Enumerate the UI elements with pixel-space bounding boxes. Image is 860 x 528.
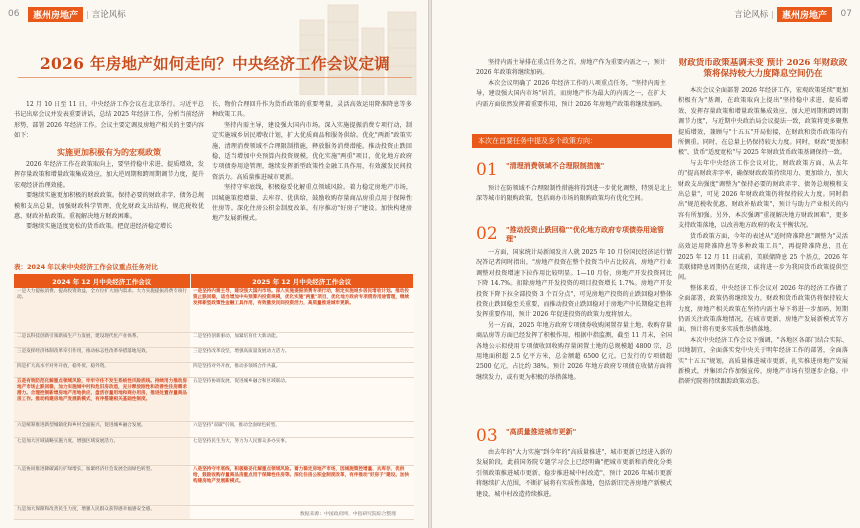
magazine-name: 惠州房地产 (777, 7, 832, 22)
table-cell-2024: 九是加大保障和改善民生力度，增强人民群众获得感幸福感安全感。 (14, 505, 190, 519)
task-heading: "清理消费领域不合理限制措施" (506, 162, 605, 170)
paragraph: 长、物价合理回升作为货币政策的重要考量，灵活高效运用降准降息等多种政策工具。 (212, 101, 412, 119)
table-cell-2024: 二是以科技创新引领新质生产力发展，建设现代化产业体系。 (14, 332, 190, 347)
paragraph: 一方面，国家统计局新闻发言人就 2025 年 10 月份国民经济运行情况答记者问时指出，"房地产投资在整个投资当中占比较高，房地产行业调整对投资增速下拉作用比较明显。1—10 月份，房地产开发投资同比下降 14.7%。扣除房地产开发投资的项目投资增长 1.7%。房地产开发投资下降下拉全部投资 3 个百分点"，可见房地产投资的止跌回稳对整体投资止跌回稳至关重要，而推动投资止跌回稳对于房地产中长期稳定也将发挥重要作用，预计 2026 年促进投资的政策力度将加大。 (476, 249, 672, 319)
paragraph: 本次会议全面部署 2026 年经济工作，宏观政策延续"更加积极有为"基调，在政策取向上提出"坚持稳中求进、提质增效，发挥存量政策和增量政策集成效应，加大逆周期和跨周期调节力度"，与近期中央政治局会议提法一致，政策将更多聚焦提质增效，兼顾与"十五五"开局衔接，在财政和货币政策均有所侧重。同时，在总量上仍保持较大力度。同时，财政"更加积极"、货币"适度宽松"与 2025 年财政货币政策基调保持一致。 (678, 87, 848, 157)
paragraph: 坚持守牢底线，积极稳妥化解重点领域风险。着力稳定房地产市场，因城施策控增量、去库存、优供给，鼓励收购存量商品房重点用于保障性住房等。深化住房公积金制度改革，有序推动"好房子"建设。加快构建房地产发展新模式。 (212, 184, 412, 223)
table-cell-2025: 一是坚持内需主导，建设强大国内市场。深入实施提振消费专项行动，制定实施城乡居民增收计划。推动投资止跌回稳，适当增加中央预算内投资规模，优化实施"两重"项目，优化地方政府专项债券用途管理，继续发挥新型政策性金融工具作用，有效激发民间投资活力，高质量推进城市更新。 (190, 288, 414, 332)
right-header: 言论风标 | 惠州房地产 07 (734, 6, 852, 22)
table-header-2025: 2025 年 12 月中央经济工作会议 (190, 274, 414, 288)
table-row (14, 347, 414, 362)
paragraph: 要继续实施适度宽松的货币政策。把促进经济稳定增长 (26, 223, 173, 231)
table-cell-2024: 四是扩大高水平对外开放，稳外贸、稳外资。 (14, 362, 190, 377)
table-cell-2025: 八是坚持守牢底线，积极稳妥化解重点领域风险。着力稳定房地产市场，因城施策控增量、去库存、优供给，鼓励收购存量商品房重点用于保障性住房等。深化住房公积金制度改革，有序推动"好房子"建设。加快构建房地产发展新模式。 (190, 465, 414, 505)
paragraph: 由去年的"大力实施"到今年的"高质量推进"，城市更新已经进入新的发展阶段，此前国务院专题学习会上已经明确"把城市更新和消费化分类引领政策推进城市更新、稳步推进城中村改造"，预计 2026 年城市更新将继续扩大范围，不断扩展将有实质性落地，包括新旧完善房地产新模式建设，城中村改造持续推进。 (476, 449, 672, 498)
table-row (14, 465, 414, 505)
table-cell-2025: 五是坚持协调发展，促进城乡融合和区域联动。 (190, 377, 414, 421)
table-row (14, 377, 414, 421)
section-heading: 实施更加积极有为的宏观政策 (57, 146, 161, 157)
table-title: 表：2024 年以来中央经济工作会议重点任务对比 (14, 263, 158, 271)
table-cell-2024: 七是加大区域战略实施力度，增强区域发展活力。 (14, 437, 190, 465)
policy-direction-band: 本次在首要任务中提及多个政策方向： (472, 134, 672, 148)
table-cell-2025: 三是坚持改革攻坚，增强高质量发展动力活力。 (190, 347, 414, 362)
intro-paragraph: 12 月 10 日至 11 日，中央经济工作会议在北京举行。习近平总书记出席会议并发表重要讲话，总结 2025 年经济工作，分析当前经济形势，部署 2026 年经济工作。会议主要定调及房地产相关的主要内容如下： (14, 101, 204, 140)
column-name: 言论风标 (91, 10, 126, 20)
column-name: 言论风标 (734, 10, 769, 20)
task-number: 01 (476, 160, 498, 180)
paragraph: 要继续实施更加积极的财政政策。保持必要的财政赤字、债务总规模和支出总量，加强财政科学管理，优化财政支出结构，规范税收优惠、财政补贴政策。重视解决地方财政困难。 (14, 192, 204, 221)
task-number: 02 (476, 224, 498, 244)
table-cell-2025: 七是坚持民生为大，努力为人民群众多办实事。 (190, 437, 414, 465)
right-page (432, 0, 860, 528)
side-heading: 财政货币政策基调未变 预计 2026 年财政政策将保持较大力度降息空间仍在 (678, 58, 848, 79)
left-header: 06 惠州房地产 | 言论风标 (8, 6, 126, 22)
page-number: 06 (8, 9, 20, 19)
table-body (14, 288, 414, 519)
paragraph: 坚持内需主导，建设强大国内市场。深入实施提振消费专项行动，制定实施城乡居民增收计划，扩大优质商品和服务供给。优化"两新"政策实施，清理消费领域不合理限制措施，释放服务消费潜能。推动投资止跌回稳，适当增加中央预算内投资规模，优化实施"两重"项目，优化地方政府专项债券用途管理，继续发挥新型政策性金融工具作用，有效激发民间投资活力。高质量推进城市更新。 (212, 121, 412, 181)
paragraph: 本次会议明确了 2026 年经济工作的八项重点任务，"坚持内需主导，建设强大国内市场"居首，而房地产作为最大的内需之一，在扩大内需方面依然发挥着重要作用，预计 2026 年房地产政策将继续加码。 (476, 79, 667, 108)
title-divider (18, 77, 412, 78)
article-title: 2026 年房地产如何走向？中央经济工作会议定调 (39, 54, 391, 73)
building-illustration (290, 0, 428, 95)
table-cell-2025: 六是坚持"双碳"引领，推动全面绿色转型。 (190, 421, 414, 437)
side-body (678, 86, 848, 388)
left-column-text (14, 100, 204, 255)
table-row (14, 437, 414, 465)
task-heading: "高质量推进城市更新" (506, 428, 577, 436)
table-header-2024: 2024 年 12 月中央经济工作会议 (14, 274, 190, 288)
paragraph: 货币政策方面，今年的表述从"适时降准降息"调整为"灵活高效运用降准降息等多种政策工具"，再提降准降息，且在 2025 年 12 月 11 日或前，美联储降息 25 个基点，2026 年美联储降息周期仍在延续，或将进一步为我国货币政策提供空间。 (678, 232, 848, 282)
task-03 (476, 426, 672, 526)
paragraph: 整体来看，中央经济工作会议对 2026 年的经济工作做了全面部署，政策仍将继续发力，财政和货币政策仍将保持较大力度，房地产相关政策在坚持内需主导下将进一步加码，短期仍需关注政策落地情况，在城市更新、房地产发展新模式等方面，预计将有更多实质性举措落地。 (678, 284, 848, 334)
table-cell-2025: 四是坚持对外开放，推动多领域合作共赢。 (190, 362, 414, 377)
table-cell-2024: 五是有效防范化解重点领域风险，牢牢守住不发生系统性风险底线。持续用力推动房地产市场止跌回稳，加力实施城中村和危旧房改造，充分释放刚性和改善性住房需求潜力。合理控制新增房地产用地供应，盘活存量用地和商办用房，推进处置存量商品房工作。推动构建房地产发展新模式，有序搭建相关基础性制度。 (14, 377, 190, 421)
paragraph: 坚持内需主导排在重点任务之首，房地产作为重要内需之一，预计 2026 年政策将继续加码。 (476, 59, 666, 77)
table-row (14, 362, 414, 377)
task-01 (476, 160, 672, 230)
comparison-table (14, 274, 414, 520)
table-cell-2024: 八是协同推进降碳减污扩绿增长，加紧经济社会发展全面绿色转型。 (14, 465, 190, 505)
table-cell-2024: 三是发挥经济体制改革牵引作用，推动标志性改革举措落地见效。 (14, 347, 190, 362)
page-number: 07 (840, 9, 852, 19)
paragraph: 本次中央经济工作会议下强调，"各地区各部门结合实际、因地制宜，全面落实党中央关于明年经济工作的部署，全面落实"十五五"规划，高质量推进城市更新，扎实推进房地产发展新模式，并集团合作加强宣传，房地产市场有望逐步企稳。中指研究院将持续跟踪政策动态。 (678, 336, 848, 386)
left-page (0, 0, 428, 528)
table-row (14, 421, 414, 437)
table-cell-2024: 一是大力提振消费、提高投资效益，全方位扩大国内需求。大力实施提振消费专项行动。 (14, 288, 190, 332)
task-heading: "推动投资止跌回稳""优化地方政府专项债券用途管理" (506, 226, 664, 243)
paragraph: 2026 年经济工作在政策取向上，要坚持稳中求进、提质增效，发挥存量政策和增量政策集成效应，加大逆周期和跨周期调节力度，提升宏观经济治理效能。 (14, 161, 204, 189)
paragraph: 另一方面，2025 年地方政府专项债券收购闲置存量土地、收购存量商品房等方面已经发挥了积极作用，根据中指监测，截至 11 月末，全国各地公示拟使用专项债收回收购存量闲置土地的总规模超 4800 宗，总用地面积超 2.5 亿平方米，总金额超 6500 亿元。已发行的专项债超 2500 亿元，占比约 38%。预计 2026 年地方政府专项债在收储方面将继续发力，或有更为积极的举措落地。 (476, 321, 672, 381)
data-source: 数据来源：中国政府网、中指研究院综合整理 (300, 512, 396, 517)
table-cell-2025: 二是坚持创新驱动，加紧培育壮大新动能。 (190, 332, 414, 347)
magazine-name: 惠州房地产 (28, 7, 83, 22)
task-body (476, 248, 672, 418)
table-row (14, 288, 414, 332)
right-column-text (212, 100, 412, 255)
intro-text (476, 58, 666, 110)
task-number: 03 (476, 426, 498, 446)
paragraph: 预计在防领域不合理限制性措施将得到进一步优化调整，特别是北上深等城市的限购政策，包括商办市场的限购政策均有优化空间。 (476, 185, 672, 203)
paragraph: 与去年中央经济工作会议对比，财政政策方面，从去年的"提高财政赤字率，确保财政政策持续用力、更加给力，加大财政支出强度"调整为"保持必要的财政赤字、债务总规模和支出总量"，可见 2026 年财政政策仍将保持较大力度。同时指出"规范税收优惠、财政补贴政策"，预计与助力产业相关的内容有所加强。另外，本次强调"重视解决地方财政困难"，更多支持政策落地，以改善地方政府的收支平衡状况。 (678, 159, 848, 230)
table-row (14, 332, 414, 347)
table-cell-2024: 六是统筹推进新型城镇化和乡村全面振兴，促进城乡融合发展。 (14, 421, 190, 437)
task-02 (476, 224, 672, 420)
side-column (678, 58, 848, 522)
task-body (476, 184, 672, 228)
task-body (476, 448, 672, 526)
